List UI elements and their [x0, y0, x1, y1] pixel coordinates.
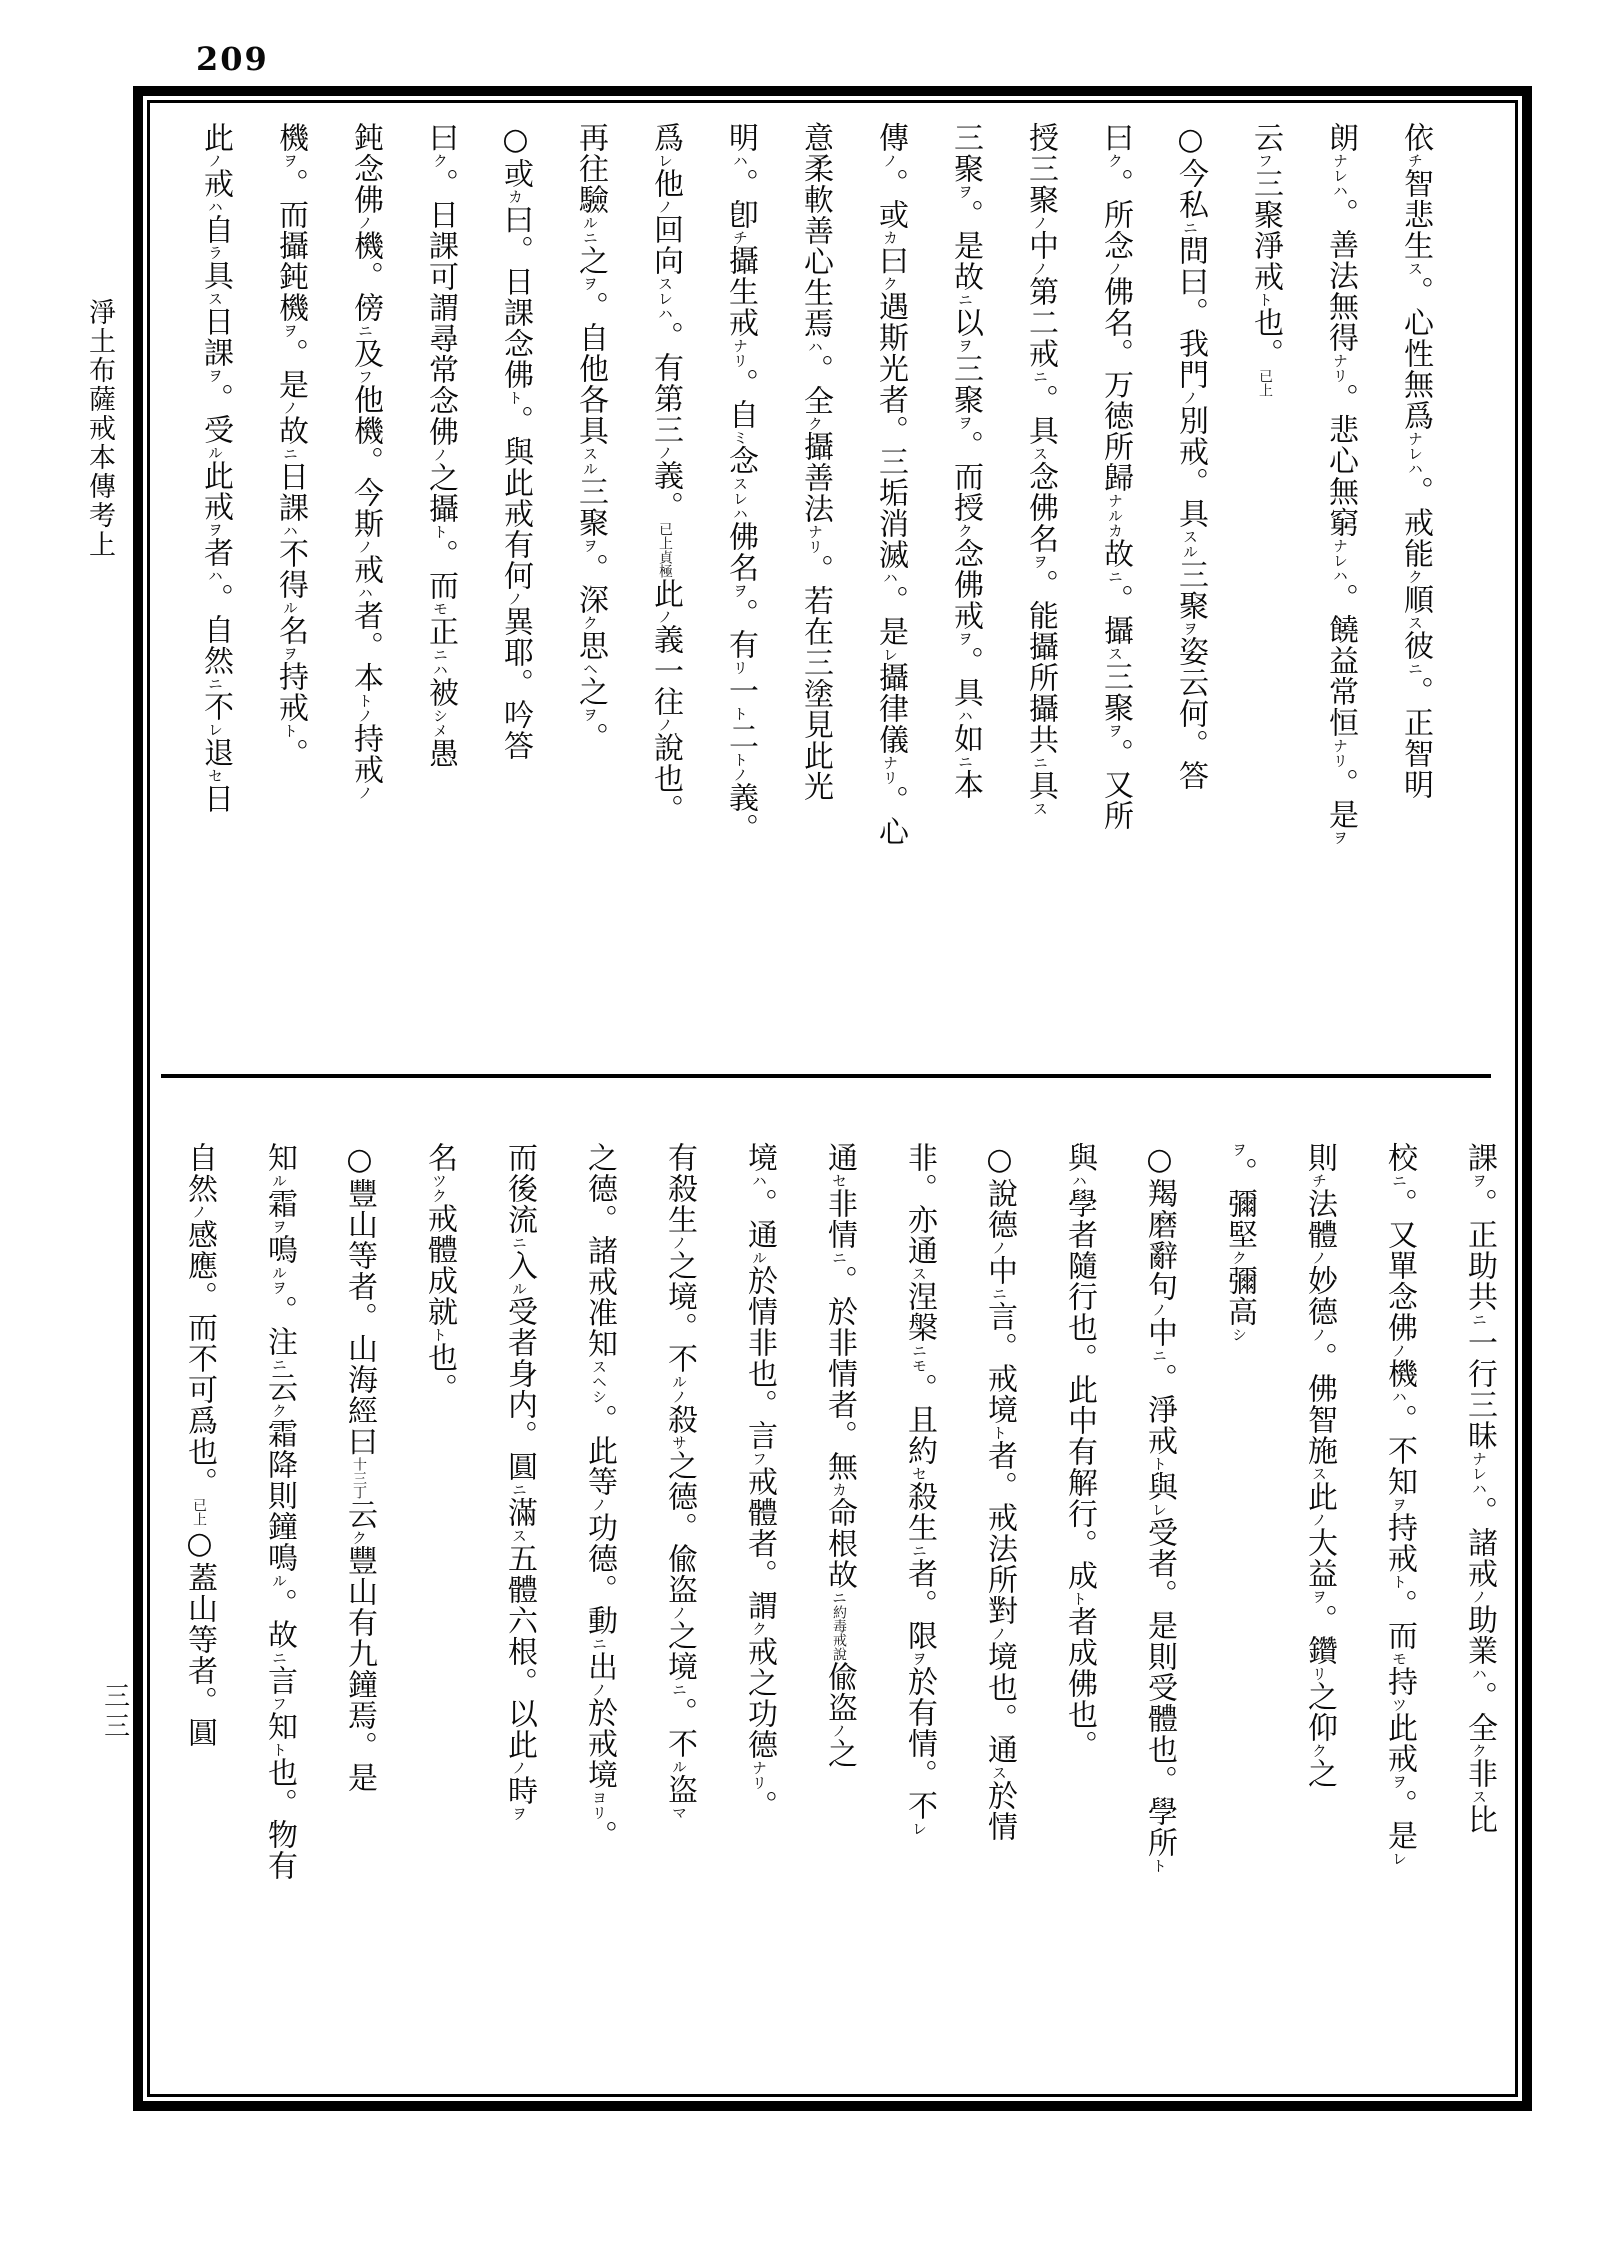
kunten-kana: ニ: [510, 1482, 528, 1497]
kunten-kana: レ: [1390, 1851, 1408, 1866]
text-column: ヲ。彌堅ク彌高シ: [1222, 1142, 1257, 1342]
kunten-kana: ハ: [1470, 1666, 1488, 1681]
kunten-kana: ニ: [510, 1235, 528, 1250]
kunten-kana: ノ: [1031, 215, 1049, 230]
kunten-kana: ノ: [590, 1682, 608, 1697]
text-column: ○羯磨辭句ノ中ニ。淨戒ト與レ受者。是則受體也。學所ト: [1142, 1142, 1177, 1873]
kunten-kana: ナリ: [1331, 738, 1349, 768]
kunten-kana: ハ: [956, 708, 974, 723]
kunten-kana: ト: [731, 706, 749, 721]
kunten-kana: ナレハ: [1406, 431, 1424, 476]
kunten-kana: ト: [281, 723, 299, 738]
kunten-kana: ニ: [1470, 1312, 1488, 1327]
kunten-kana: ノ: [431, 447, 449, 462]
text-column: 自然ノ感應。而不可爲也。已上○蓋山等者。圓: [182, 1142, 217, 1748]
text-column: 云フ三聚淨戒ト也。已上: [1248, 122, 1283, 397]
kunten-kana: ニ: [830, 1590, 848, 1605]
kunten-kana: リ: [1310, 1666, 1328, 1681]
kunten-kana: ル: [750, 1250, 768, 1265]
warichu-annotation: 已上: [1257, 369, 1273, 397]
kunten-kana: ヨリ: [590, 1790, 608, 1820]
text-column: ○豐山等者。山海經曰十三丁云ク豐山有九鐘焉。是: [342, 1142, 377, 1793]
kunten-kana: ノ: [1310, 1250, 1328, 1265]
kunten-kana: ヲ: [956, 338, 974, 353]
kunten-kana: ト: [431, 524, 449, 539]
text-column: 曰ク。所念ノ佛名。万徳所歸ナルカ故ニ。攝ス三聚ヲ。又所: [1098, 122, 1133, 831]
kunten-kana: ル: [510, 1281, 528, 1296]
kunten-kana: ノ: [1031, 261, 1049, 276]
kunten-kana: ハ: [806, 339, 824, 354]
text-column: 再往驗ルニ之ヲ。自他各具スル三聚ヲ。深ク思ヘ之ヲ。: [573, 122, 608, 753]
kunten-kana: ノ: [506, 591, 524, 606]
kunten-kana: ナリ: [1331, 353, 1349, 383]
kunten-kana: レ: [1150, 1502, 1168, 1517]
kunten-kana: ノ: [190, 1204, 208, 1219]
text-column: 曰ク。日課可謂尋常念佛ノ之攝ト。而モ正ニハ被シメ愚: [423, 122, 458, 769]
kunten-kana: セ: [830, 1173, 848, 1188]
kunten-kana: ノ: [670, 1235, 688, 1250]
kunten-kana: ヲ: [1390, 1497, 1408, 1512]
text-column: 與ハ學者隨行也。此中有解行。成ト者成佛也。: [1062, 1142, 1097, 1761]
kunten-kana: ハ: [206, 199, 224, 214]
kunten-kana: ニ: [1150, 1348, 1168, 1363]
text-section-bottom: [165, 1142, 1499, 2074]
kunten-kana: ニハ: [431, 647, 449, 677]
kunten-kana: ハ: [881, 570, 899, 585]
kunten-kana: ク: [1106, 153, 1124, 168]
kunten-kana: トノ: [356, 693, 374, 723]
kunten-kana: ヲ: [1331, 830, 1349, 845]
kunten-kana: カ: [881, 230, 899, 245]
kunten-kana: ナレハ: [1331, 153, 1349, 198]
kunten-kana: ハ: [281, 523, 299, 538]
kunten-kana: カ: [506, 189, 524, 204]
kunten-kana: ノ: [356, 785, 374, 800]
kunten-kana: スレハ: [656, 276, 674, 321]
kunten-kana: ヲ: [281, 323, 299, 338]
text-column: 非。亦通ス涅槃ニモ。且約セ殺生ニ者。限ヲ於有情。不レ: [902, 1142, 937, 1836]
kunten-kana: ト: [1150, 1456, 1168, 1471]
kunten-kana: ニ: [990, 1286, 1008, 1301]
kunten-kana: ク: [350, 1530, 368, 1545]
kunten-kana: チ: [1406, 153, 1424, 168]
kunten-kana: ク: [750, 1621, 768, 1636]
kunten-kana: ノ: [206, 153, 224, 168]
kunten-kana: ヲ: [910, 1651, 928, 1666]
kunten-kana: マ: [670, 1805, 688, 1820]
kunten-kana: トノ: [731, 752, 749, 782]
kunten-kana: ニ: [270, 1650, 288, 1665]
kunten-kana: ヲ: [956, 415, 974, 430]
kunten-kana: フ: [270, 1696, 288, 1711]
text-column: 通セ非情ニ。於非情者。無カ命根故ニ約毒戒說偸盗ノ之: [822, 1142, 857, 1769]
kunten-kana: シ: [1230, 1327, 1248, 1342]
kunten-kana: ニモ: [910, 1343, 928, 1373]
kunten-kana: ク: [1406, 569, 1424, 584]
kunten-kana: ノ: [356, 539, 374, 554]
kunten-kana: ヲ: [956, 631, 974, 646]
kunten-kana: ヲ: [1470, 1173, 1488, 1188]
kunten-kana: ノ: [1390, 1343, 1408, 1358]
kunten-kana: ナレハ: [1331, 538, 1349, 583]
kunten-kana: ヲ: [510, 1806, 528, 1821]
text-column: 授三聚ノ中ノ第二戒ニ。具ス念佛名ヲ。能攝所攝共ニ具ス: [1023, 122, 1058, 816]
kunten-kana: ス: [510, 1528, 528, 1543]
kunten-kana: ノ: [1150, 1302, 1168, 1317]
text-column: 此ノ戒ハ自ラ具ス日課ヲ。受ル此戒ヲ者ハ。自然ニ不レ退セ日: [198, 122, 233, 814]
kunten-kana: ス: [1470, 1789, 1488, 1804]
kunten-kana: ノ: [670, 1605, 688, 1620]
kunten-kana: セ: [206, 768, 224, 783]
kunten-kana: ノ: [281, 400, 299, 415]
text-column: 爲レ他ノ回向スレハ。有第三ノ義。已上貞極此ノ義一往ノ說也。: [648, 122, 683, 825]
kunten-kana: ト: [990, 1425, 1008, 1440]
kunten-kana: ヲ: [281, 646, 299, 661]
kunten-kana: セ: [910, 1466, 928, 1481]
kunten-kana: ニ: [910, 1543, 928, 1558]
kunten-kana: ニ: [270, 1357, 288, 1372]
kunten-kana: スヘシ: [590, 1359, 608, 1404]
kunten-kana: ル: [281, 600, 299, 615]
warichu-annotation: 約毒戒說: [831, 1605, 847, 1661]
kunten-kana: サ: [670, 1435, 688, 1450]
kunten-kana: ヲ: [206, 368, 224, 383]
kunten-kana: ナレハ: [1470, 1451, 1488, 1496]
kunten-kana: ノ: [1310, 1327, 1328, 1342]
kunten-kana: ト: [506, 390, 524, 405]
page-number: 209: [196, 40, 269, 78]
kunten-kana: ノ: [1181, 390, 1199, 405]
kunten-kana: ト: [1070, 1591, 1088, 1606]
kunten-kana: ル: [670, 1759, 688, 1774]
kunten-kana: ニ: [670, 1682, 688, 1697]
kunten-kana: ヲ: [581, 707, 599, 722]
kunten-kana: ク: [956, 523, 974, 538]
kunten-kana: ス: [1031, 801, 1049, 816]
folio-number: 三三: [99, 1682, 130, 1742]
kunten-kana: フ: [356, 369, 374, 384]
kunten-kana: レ: [881, 647, 899, 662]
kunten-kana: ヲ: [731, 583, 749, 598]
kunten-kana: ト: [430, 1327, 448, 1342]
kunten-kana: ニ: [1390, 1173, 1408, 1188]
kunten-kana: ヲ: [581, 276, 599, 291]
kunten-kana: ヲ: [1390, 1774, 1408, 1789]
kunten-kana: ルヲ: [270, 1265, 288, 1295]
kunten-kana: ス: [1106, 646, 1124, 661]
kunten-kana: ヲ: [1031, 554, 1049, 569]
kunten-kana: ヲ: [1230, 1142, 1248, 1157]
kunten-kana: ノ: [356, 215, 374, 230]
kunten-kana: ツク: [430, 1173, 448, 1203]
kunten-kana: ナリ: [750, 1760, 768, 1790]
kunten-kana: ハ: [731, 153, 749, 168]
kunten-kana: ノ: [656, 445, 674, 460]
kunten-kana: ツ: [1390, 1697, 1408, 1712]
text-column: 知ル霜ヲ鳴ルヲ。注ニ云ク霜降則鐘鳴ル。故ニ言フ知ト也。物有: [262, 1142, 297, 1881]
text-column: 傳ノ。或カ曰ク遇斯光者。三垢消滅ハ。是レ攝律儀ナリ。心: [873, 122, 908, 847]
kunten-kana: チ: [731, 230, 749, 245]
kunten-kana: レ: [206, 722, 224, 737]
kunten-kana: ヲ: [956, 184, 974, 199]
kunten-kana: ラ: [206, 245, 224, 260]
kunten-kana: ノ: [990, 1626, 1008, 1641]
text-column: 境ハ。通ル於情非也。言フ戒體者。謂ク戒之功德ナリ。: [742, 1142, 777, 1821]
text-column: 而後流ニ入ル受者身内。圓ニ滿ス五體六根。以此ノ時ヲ: [502, 1142, 537, 1821]
kunten-kana: シメ: [431, 708, 449, 738]
kunten-kana: ノ: [590, 1497, 608, 1512]
kunten-kana: ト: [1256, 292, 1274, 307]
kunten-kana: ス: [990, 1765, 1008, 1780]
kunten-kana: ヲ: [281, 153, 299, 168]
kunten-kana: ノ: [656, 609, 674, 624]
kunten-kana: スレハ: [731, 476, 749, 521]
kunten-kana: リ: [731, 660, 749, 675]
kunten-kana: ルニ: [581, 215, 599, 245]
kunten-kana: ク: [1470, 1743, 1488, 1758]
kunten-kana: ト: [1150, 1858, 1168, 1873]
kunten-kana: ノ: [510, 1760, 528, 1775]
kunten-kana: ク: [581, 615, 599, 630]
kunten-kana: ニ: [956, 292, 974, 307]
kunten-kana: ニ: [1031, 755, 1049, 770]
kunten-kana: ハ: [1070, 1173, 1088, 1188]
kunten-kana: ル: [270, 1173, 288, 1188]
kunten-kana: ク: [431, 153, 449, 168]
kunten-kana: ミ: [731, 430, 749, 445]
kunten-kana: ニ: [356, 323, 374, 338]
text-column: 之德。諸戒准知スヘシ。此等ノ功德。動ニ出ノ於戒境ヨリ。: [582, 1142, 617, 1851]
kunten-kana: ス: [910, 1266, 928, 1281]
kunten-kana: ル: [270, 1573, 288, 1588]
kunten-kana: ノ: [1470, 1589, 1488, 1604]
kunten-kana: ハ: [356, 585, 374, 600]
kunten-kana: ニ: [956, 754, 974, 769]
kunten-kana: ナリ: [881, 755, 899, 785]
kunten-kana: カ: [830, 1482, 848, 1497]
kunten-kana: ヲ: [1310, 1589, 1328, 1604]
text-column: 課ヲ。正助共ニ一行三昧ナレハ。諸戒ノ助業ハ。全ク非ス比: [1462, 1142, 1497, 1835]
kunten-kana: ナリ: [731, 338, 749, 368]
text-column: 三聚ヲ。是故ニ以ヲ三聚ヲ。而授ク念佛戒ヲ。具ハ如ニ本: [948, 122, 983, 800]
kunten-kana: ス: [1031, 446, 1049, 461]
kunten-kana: ノ: [830, 1723, 848, 1738]
kunten-kana: スル: [1181, 529, 1199, 559]
kunten-kana: ノ: [1106, 261, 1124, 276]
section-divider-rule: [161, 1074, 1491, 1078]
kunten-kana: ク: [881, 276, 899, 291]
kunten-kana: ス: [206, 291, 224, 306]
kunten-kana: ト: [270, 1742, 288, 1757]
kunten-kana: ニ: [590, 1636, 608, 1651]
kunten-kana: ヲ: [1181, 621, 1199, 636]
kunten-kana: ク: [270, 1403, 288, 1418]
kunten-kana: フ: [1256, 153, 1274, 168]
text-section-top: [165, 122, 1435, 1050]
warichu-annotation: 已上貞極: [657, 522, 673, 578]
kunten-kana: チ: [1310, 1173, 1328, 1188]
text-column: 明ハ。卽チ攝生戒ナリ。自ミ念スレハ佛名ヲ。有リ一ト二トノ義。: [723, 122, 758, 844]
kunten-kana: ニ: [830, 1250, 848, 1265]
kunten-kana: ト: [1390, 1574, 1408, 1589]
text-column: 朗ナレハ。善法無得ナリ。悲心無窮ナレハ。饒益常恒ナリ。是ヲ: [1323, 122, 1358, 845]
kunten-kana: ヲ: [270, 1219, 288, 1234]
kunten-kana: ナルカ: [1106, 493, 1124, 538]
text-column: 有殺生ノ之境。不ルノ殺サ之德。偸盗ノ之境ニ。不ル盗マ: [662, 1142, 697, 1820]
kunten-kana: ス: [1310, 1466, 1328, 1481]
kunten-kana: ル: [206, 445, 224, 460]
kunten-kana: ス: [1406, 261, 1424, 276]
text-column: ○或カ曰。日課念佛ト。與此戒有何ノ異耶。吟答: [498, 122, 533, 761]
kunten-kana: レ: [910, 1821, 928, 1836]
kunten-kana: ナリ: [806, 524, 824, 554]
page-border-frame: [133, 86, 1532, 2111]
kunten-kana: ニ: [281, 446, 299, 461]
kunten-kana: レ: [656, 153, 674, 168]
kunten-kana: ルノ: [670, 1374, 688, 1404]
kunten-kana: ノ: [1310, 1512, 1328, 1527]
kunten-kana: スル: [581, 446, 599, 476]
kunten-kana: モ: [1390, 1651, 1408, 1666]
text-column: 依チ智悲生ス。心性無爲ナレハ。戒能ク順ス彼ニ。正智明: [1398, 122, 1433, 800]
kunten-kana: ハ: [1390, 1389, 1408, 1404]
kunten-kana: ヘ: [581, 661, 599, 676]
text-column: 機ヲ。而攝鈍機ヲ。是ノ故ニ日課ハ不得ル名ヲ持戒ト。: [273, 122, 308, 769]
kunten-kana: ニ: [1406, 661, 1424, 676]
text-column: 鈍念佛ノ機。傍ニ及フ他機。今斯ノ戒ハ者。本トノ持戒ノ: [348, 122, 383, 800]
kunten-kana: ヲ: [581, 538, 599, 553]
text-column: 則チ法體ノ妙德ノ。佛智施ス此ノ大益ヲ。鑽リ之仰ク之: [1302, 1142, 1337, 1789]
text-column: 意柔軟善心生焉ハ。全ク攝善法ナリ。若在三塗見此光: [798, 122, 833, 802]
kunten-kana: モ: [431, 601, 449, 616]
text-column: 校ニ。又單念佛ノ機ハ。不知ヲ持戒ト。而モ持ツ此戒ヲ。是レ: [1382, 1142, 1417, 1866]
text-column: ○今私ニ問曰。我門ノ別戒。具スル三聚ヲ姿云何。答: [1173, 122, 1208, 791]
warichu-annotation: 十三丁: [351, 1457, 367, 1499]
kunten-kana: ノ: [656, 717, 674, 732]
kunten-kana: ノ: [990, 1240, 1008, 1255]
warichu-annotation: 已上: [191, 1498, 207, 1526]
kunten-kana: ノ: [881, 153, 899, 168]
text-column: 名ツク戒體成就ト也。: [422, 1142, 457, 1404]
kunten-kana: ヲ: [206, 522, 224, 537]
text-column: ○說德ノ中ニ言。戒境ト者。戒法所對ノ境也。通ス於情: [982, 1142, 1017, 1842]
kunten-kana: ハ: [206, 568, 224, 583]
kunten-kana: ニ: [206, 676, 224, 691]
margin-running-title: 淨土布薩戒本傳考上: [84, 298, 116, 559]
kunten-kana: ニ: [1031, 369, 1049, 384]
kunten-kana: ニ: [1106, 569, 1124, 584]
kunten-kana: ヲ: [1106, 723, 1124, 738]
kunten-kana: ク: [806, 416, 824, 431]
kunten-kana: ク: [1310, 1743, 1328, 1758]
kunten-kana: フ: [750, 1451, 768, 1466]
kunten-kana: ク: [1230, 1250, 1248, 1265]
kunten-kana: ノ: [656, 199, 674, 214]
kunten-kana: ハ: [750, 1173, 768, 1188]
kunten-kana: ス: [1406, 615, 1424, 630]
kunten-kana: ニ: [1181, 220, 1199, 235]
